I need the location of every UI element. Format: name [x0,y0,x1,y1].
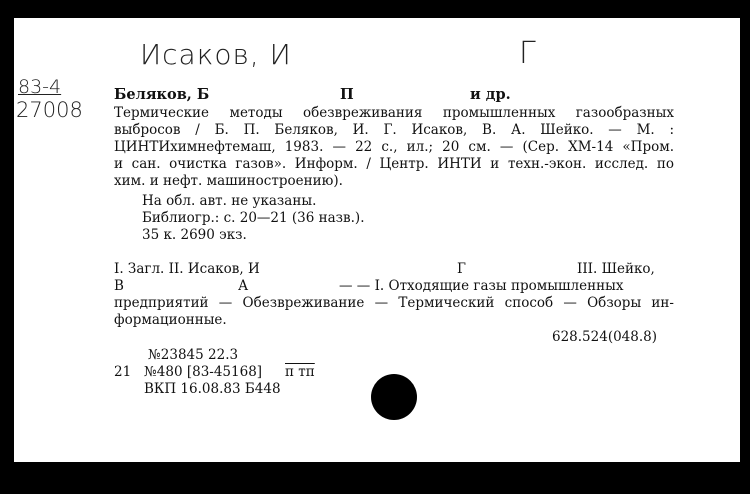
footer-number: №23845 22.3 [148,347,239,363]
tracing-subject: — — I. Отходящие газы промышленных [339,278,624,294]
handwritten-number: 27008 [16,98,83,122]
description-line: и сан. очистка газов». Информ. / Центр. ИНТИ и техн.-экон. исслед. по [114,156,674,172]
handwritten-name: Исаков, И [140,38,292,71]
footer-order: №480 [83-45168] [144,364,263,380]
footer-vkp: ВКП 16.08.83 Б448 [144,381,281,397]
udc-code: 628.524(048.8) [552,329,658,345]
tracing-initial: В [114,278,124,294]
tracing-initial: Г [457,261,466,277]
author-surname: Беляков, Б [114,86,210,103]
footer-prefix: 21 [114,364,132,380]
author-initial: П [340,86,354,103]
description-line: выбросов / Б. П. Беляков, И. Г. Исаков, В. А. Шейко. — М. : [114,122,674,138]
description-line: хим. и нефт. машиностроению). [114,173,343,189]
note-line: 35 к. 2690 экз. [142,227,247,243]
description-line: Термические методы обезвреживания промышленных газообразных [114,105,674,121]
catalog-card [14,18,740,462]
tracing-right: III. Шейко, [577,261,655,277]
tracing-left: I. Загл. II. Исаков, И [114,261,260,277]
note-line: На обл. авт. не указаны. [142,193,317,209]
description-line: ЦИНТИхимнефтемаш, 1983. — 22 с., ил.; 20 см. — (Сер. ХМ-14 «Пром. [114,139,674,155]
punch-hole [371,374,417,420]
handwritten-shelfmark: 83-4 [18,76,62,98]
tracing-line: формационные. [114,312,227,328]
handwritten-letter: Г [519,36,536,71]
author-et-al: и др. [470,86,511,103]
tracing-initial: А [238,278,249,294]
note-line: Библиогр.: с. 20—21 (36 назв.). [142,210,365,226]
tracing-line: предприятий — Обезвреживание — Термический способ — Обзоры ин- [114,295,674,311]
footer-mark: п тп [285,364,315,380]
